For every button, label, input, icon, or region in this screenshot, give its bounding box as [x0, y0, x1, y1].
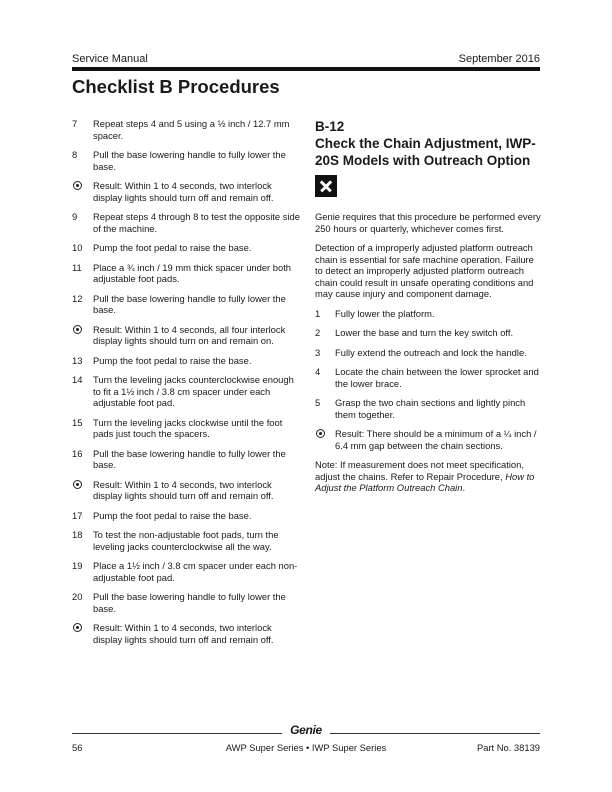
step-item	[72, 149, 300, 172]
step-number: 3	[315, 346, 321, 358]
left-column	[72, 118, 300, 653]
result-item	[72, 180, 300, 203]
step-text: Pump the foot pedal to raise the base.	[93, 509, 252, 521]
page-title: Checklist B Procedures	[72, 76, 280, 97]
section-warning: Detection of a improperly adjusted platform outreach chain is essential for safe machine operation. Failure to detect an improperly adjusted platform outreach chain could result in unsafe operating conditions and may cause injury and component damage.	[315, 242, 534, 299]
result-item	[72, 622, 300, 645]
section-steps	[315, 308, 543, 452]
result-bullet-icon	[73, 623, 82, 632]
section-note	[315, 459, 543, 494]
step-text: Result: Within 1 to 4 seconds, two interlock display lights should turn off and remain off.	[93, 180, 274, 203]
step-item	[72, 417, 300, 440]
page-number: 56	[72, 742, 83, 753]
step-text: Pump the foot pedal to raise the base.	[93, 354, 252, 366]
step-number: 4	[315, 366, 321, 377]
result-item	[315, 428, 543, 451]
section-intro: Genie requires that this procedure be performed every 250 hours or quarterly, whichever comes first.	[315, 211, 541, 234]
step-item	[72, 529, 300, 552]
result-bullet-icon	[73, 181, 82, 190]
section-code: B-12	[315, 119, 345, 134]
step-text: Place a ¾ inch / 19 mm thick spacer under both adjustable foot pads.	[93, 261, 292, 284]
step-number: 15	[72, 416, 83, 428]
step-item	[72, 118, 300, 141]
step-number: 14	[72, 374, 83, 385]
step-number: 20	[72, 591, 83, 602]
step-text: Result: Within 1 to 4 seconds, two interlock display lights should turn off and remain off.	[93, 478, 274, 501]
step-text: Place a 1½ inch / 3.8 cm spacer under each non-adjustable foot pad.	[93, 560, 298, 583]
step-number: 7	[72, 118, 78, 129]
result-bullet-icon	[316, 429, 325, 438]
step-number: 8	[72, 149, 78, 160]
note-suffix: .	[462, 482, 466, 493]
step-text: Fully extend the outreach and lock the handle.	[335, 346, 527, 358]
wrench-tools-icon	[315, 175, 337, 197]
note-text: Note: If measurement does not meet specification, adjust the chains. Refer to Repair Procedure,	[315, 459, 524, 482]
step-text: Pull the base lowering handle to fully lower the base.	[93, 292, 286, 315]
step-item	[315, 366, 543, 389]
step-number: 13	[72, 354, 83, 366]
step-item	[72, 211, 300, 234]
step-text: Lower the base and turn the key switch off.	[335, 327, 514, 338]
header-rule	[72, 67, 540, 71]
step-text: Fully lower the platform.	[335, 307, 435, 319]
step-item	[72, 591, 300, 614]
result-item	[72, 479, 300, 502]
step-item	[72, 262, 300, 285]
step-text: Repeat steps 4 through 8 to test the opposite side of the machine.	[93, 211, 300, 234]
result-bullet-icon	[73, 325, 82, 334]
step-text: Grasp the two chain sections and lightly pinch them together.	[335, 397, 526, 420]
step-number: 19	[72, 560, 83, 571]
step-item	[315, 327, 543, 339]
step-number: 10	[72, 242, 83, 253]
step-number: 16	[72, 447, 83, 459]
note-link[interactable]: How to Adjust the Platform Outreach Chain	[315, 470, 535, 493]
step-text: Pull the base lowering handle to fully lower the base.	[93, 591, 286, 614]
step-item	[72, 374, 300, 409]
step-text: Pump the foot pedal to raise the base.	[93, 242, 252, 253]
step-item	[72, 242, 300, 254]
step-number: 17	[72, 509, 83, 521]
step-text: Pull the base lowering handle to fully lower the base.	[93, 149, 286, 172]
step-number: 18	[72, 529, 83, 540]
step-number: 11	[72, 261, 82, 273]
step-item	[315, 308, 543, 320]
step-item	[72, 355, 300, 367]
step-item	[315, 347, 543, 359]
step-item	[72, 448, 300, 471]
footer-rule-right	[330, 733, 540, 734]
section-title: Check the Chain Adjustment, IWP-20S Models with Outreach Option	[315, 136, 536, 168]
header-manual-label: Service Manual	[72, 53, 148, 65]
step-text: Repeat steps 4 and 5 using a ½ inch / 12.7 mm spacer.	[93, 118, 290, 141]
step-number: 2	[315, 327, 321, 338]
step-text: Result: There should be a minimum of a ¼ inch / 6.4 mm gap between the chain sections.	[335, 428, 537, 451]
genie-logo: Genie	[290, 723, 322, 737]
footer-part-number: Part No. 38139	[476, 742, 540, 753]
step-number: 5	[315, 397, 321, 408]
footer-rule-left	[72, 733, 282, 734]
step-text: Turn the leveling jacks clockwise until the foot pads just touch the spacers.	[93, 416, 283, 439]
step-text: Result: Within 1 to 4 seconds, two interlock display lights should turn off and remain off.	[93, 622, 274, 645]
step-item	[72, 560, 300, 583]
step-item	[72, 293, 300, 316]
step-number: 12	[72, 292, 83, 304]
step-number: 9	[72, 211, 78, 222]
step-text: Locate the chain between the lower sprocket and the lower brace.	[335, 366, 539, 389]
right-column	[315, 118, 543, 502]
step-text: Turn the leveling jacks counterclockwise enough to fit a 1½ inch / 3.8 cm spacer under each adjustable foot pad.	[93, 374, 294, 408]
step-text: Pull the base lowering handle to fully lower the base.	[93, 447, 286, 470]
result-bullet-icon	[73, 480, 82, 489]
footer-series: AWP Super Series • IWP Super Series	[225, 742, 387, 753]
step-item	[72, 510, 300, 522]
step-text: To test the non-adjustable foot pads, turn the leveling jacks counterclockwise all the way.	[93, 529, 279, 552]
result-item	[72, 324, 300, 347]
step-item	[315, 397, 543, 420]
step-number: 1	[315, 307, 321, 319]
step-text: Result: Within 1 to 4 seconds, all four interlock display lights should turn on and remain on.	[93, 323, 286, 346]
header-date: September 2016	[458, 53, 540, 65]
